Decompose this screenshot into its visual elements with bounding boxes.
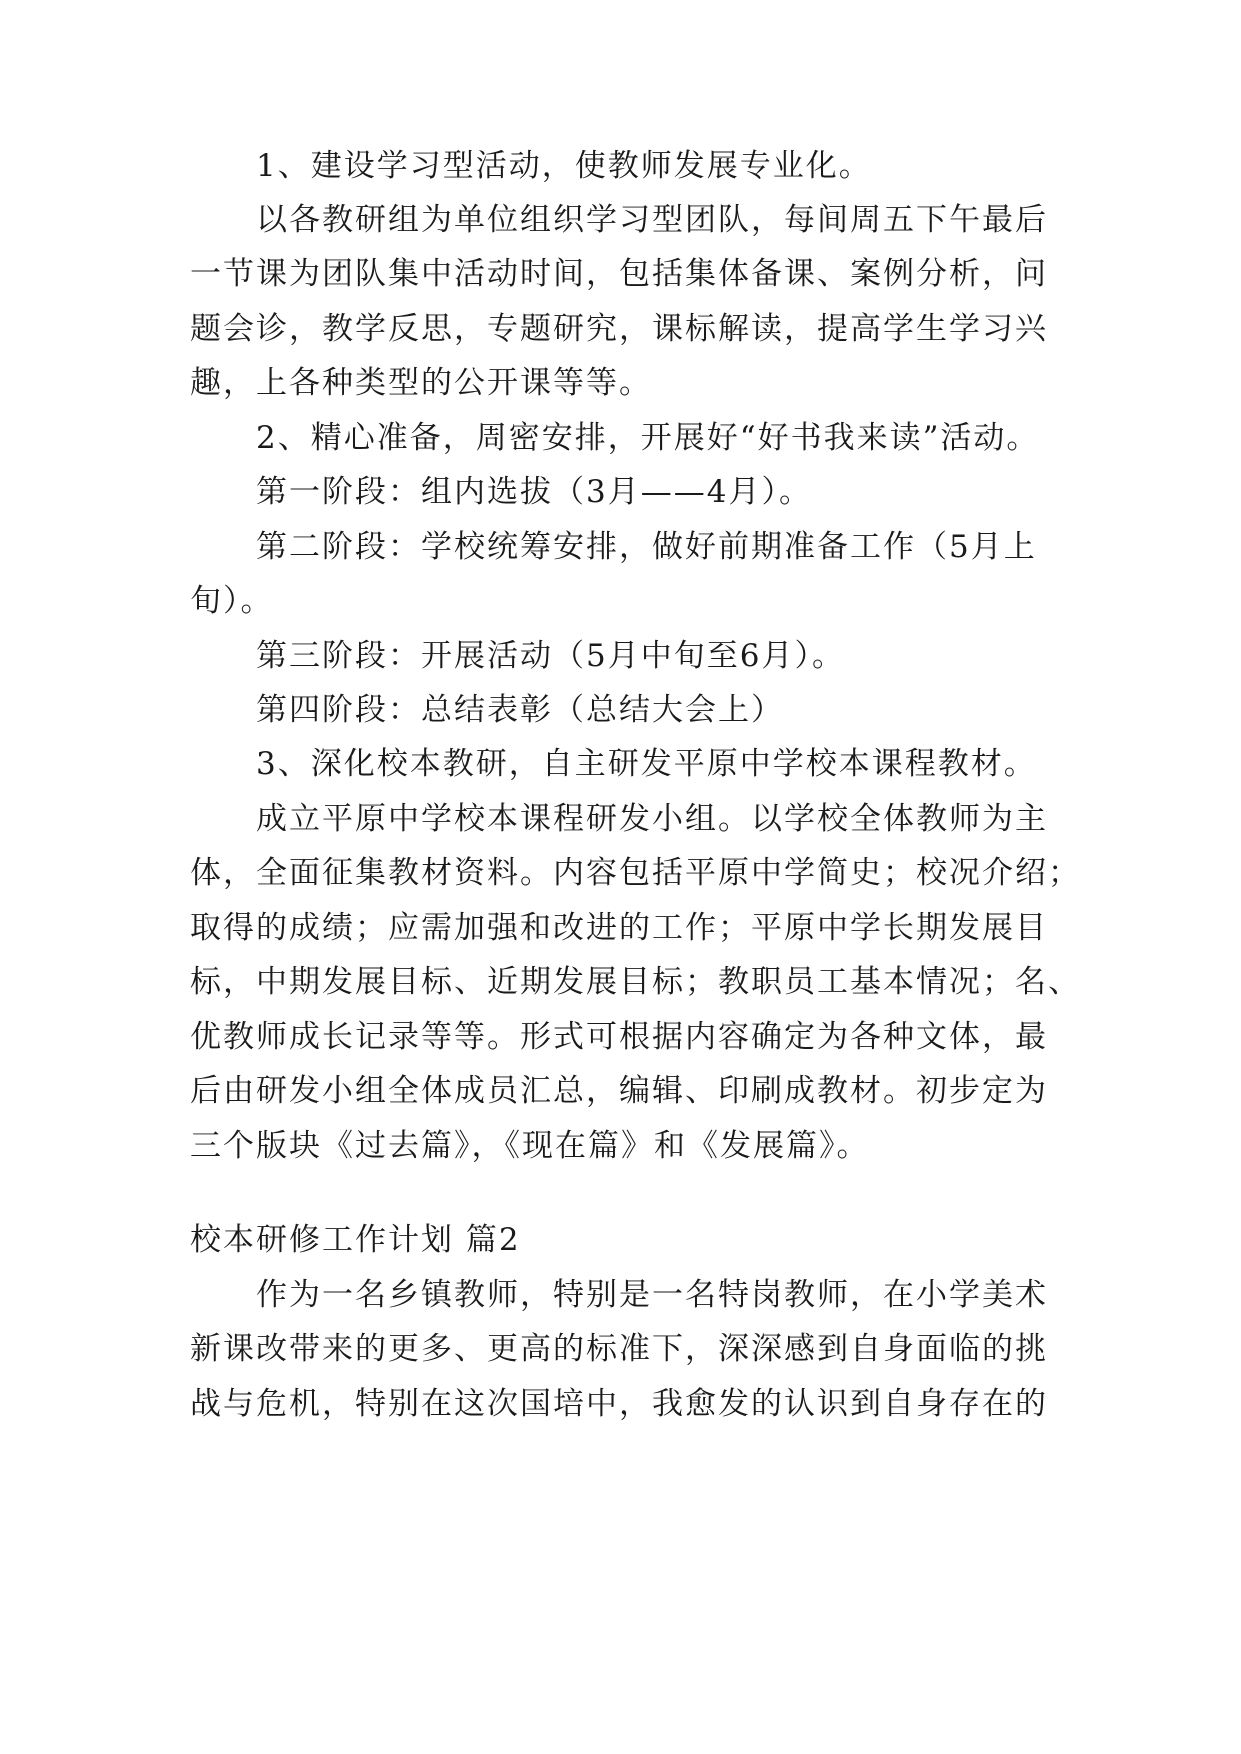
paragraph-line: 作为一名乡镇教师，特别是一名特岗教师，在小学美术 [256, 1277, 1048, 1313]
paragraph-line: 趣，上各种类型的公开课等等。 [190, 365, 652, 401]
paragraph-heading-3: 3、深化校本教研，自主研发平原中学校本课程教材。 [256, 746, 1037, 782]
paragraph-line: 战与危机，特别在这次国培中，我愈发的认识到自身存在的 [190, 1386, 1048, 1422]
stage-four-line: 第四阶段：总结表彰（总结大会上） [256, 692, 784, 728]
paragraph-line: 题会诊，教学反思，专题研究，课标解读，提高学生学习兴 [190, 311, 1048, 347]
paragraph-line: 新课改带来的更多、更高的标准下，深深感到自身面临的挑 [190, 1331, 1048, 1367]
paragraph-line: 优教师成长记录等等。形式可根据内容确定为各种文体，最 [190, 1019, 1048, 1055]
paragraph-line: 标，中期发展目标、近期发展目标；教职员工基本情况；名、 [190, 964, 1081, 1000]
paragraph-line: 一节课为团队集中活动时间，包括集体备课、案例分析，问 [190, 256, 1048, 292]
paragraph-line: 旬）。 [190, 583, 274, 619]
stage-one-line: 第一阶段：组内选拔（3月——4月）。 [256, 474, 812, 510]
paragraph-line: 以各教研组为单位组织学习型团队，每间周五下午最后 [256, 202, 1048, 238]
paragraph-heading-1: 1、建设学习型活动，使教师发展专业化。 [256, 148, 872, 184]
section-title: 校本研修工作计划 篇2 [190, 1222, 521, 1258]
paragraph-line: 三个版块《过去篇》，《现在篇》和《发展篇》。 [190, 1128, 870, 1164]
paragraph-line: 成立平原中学校本课程研发小组。以学校全体教师为主 [256, 801, 1048, 837]
paragraph-heading-2: 2、精心准备，周密安排，开展好“好书我来读”活动。 [256, 420, 1040, 456]
paragraph-line: 取得的成绩；应需加强和改进的工作；平原中学长期发展目 [190, 910, 1048, 946]
stage-two-line: 第二阶段：学校统筹安排，做好前期准备工作（5月上 [256, 529, 1037, 565]
paragraph-line: 后由研发小组全体成员汇总，编辑、印刷成教材。初步定为 [190, 1073, 1048, 1109]
stage-three-line: 第三阶段：开展活动（5月中旬至6月）。 [256, 638, 845, 674]
paragraph-line: 体，全面征集教材资料。内容包括平原中学简史；校况介绍； [190, 855, 1081, 891]
